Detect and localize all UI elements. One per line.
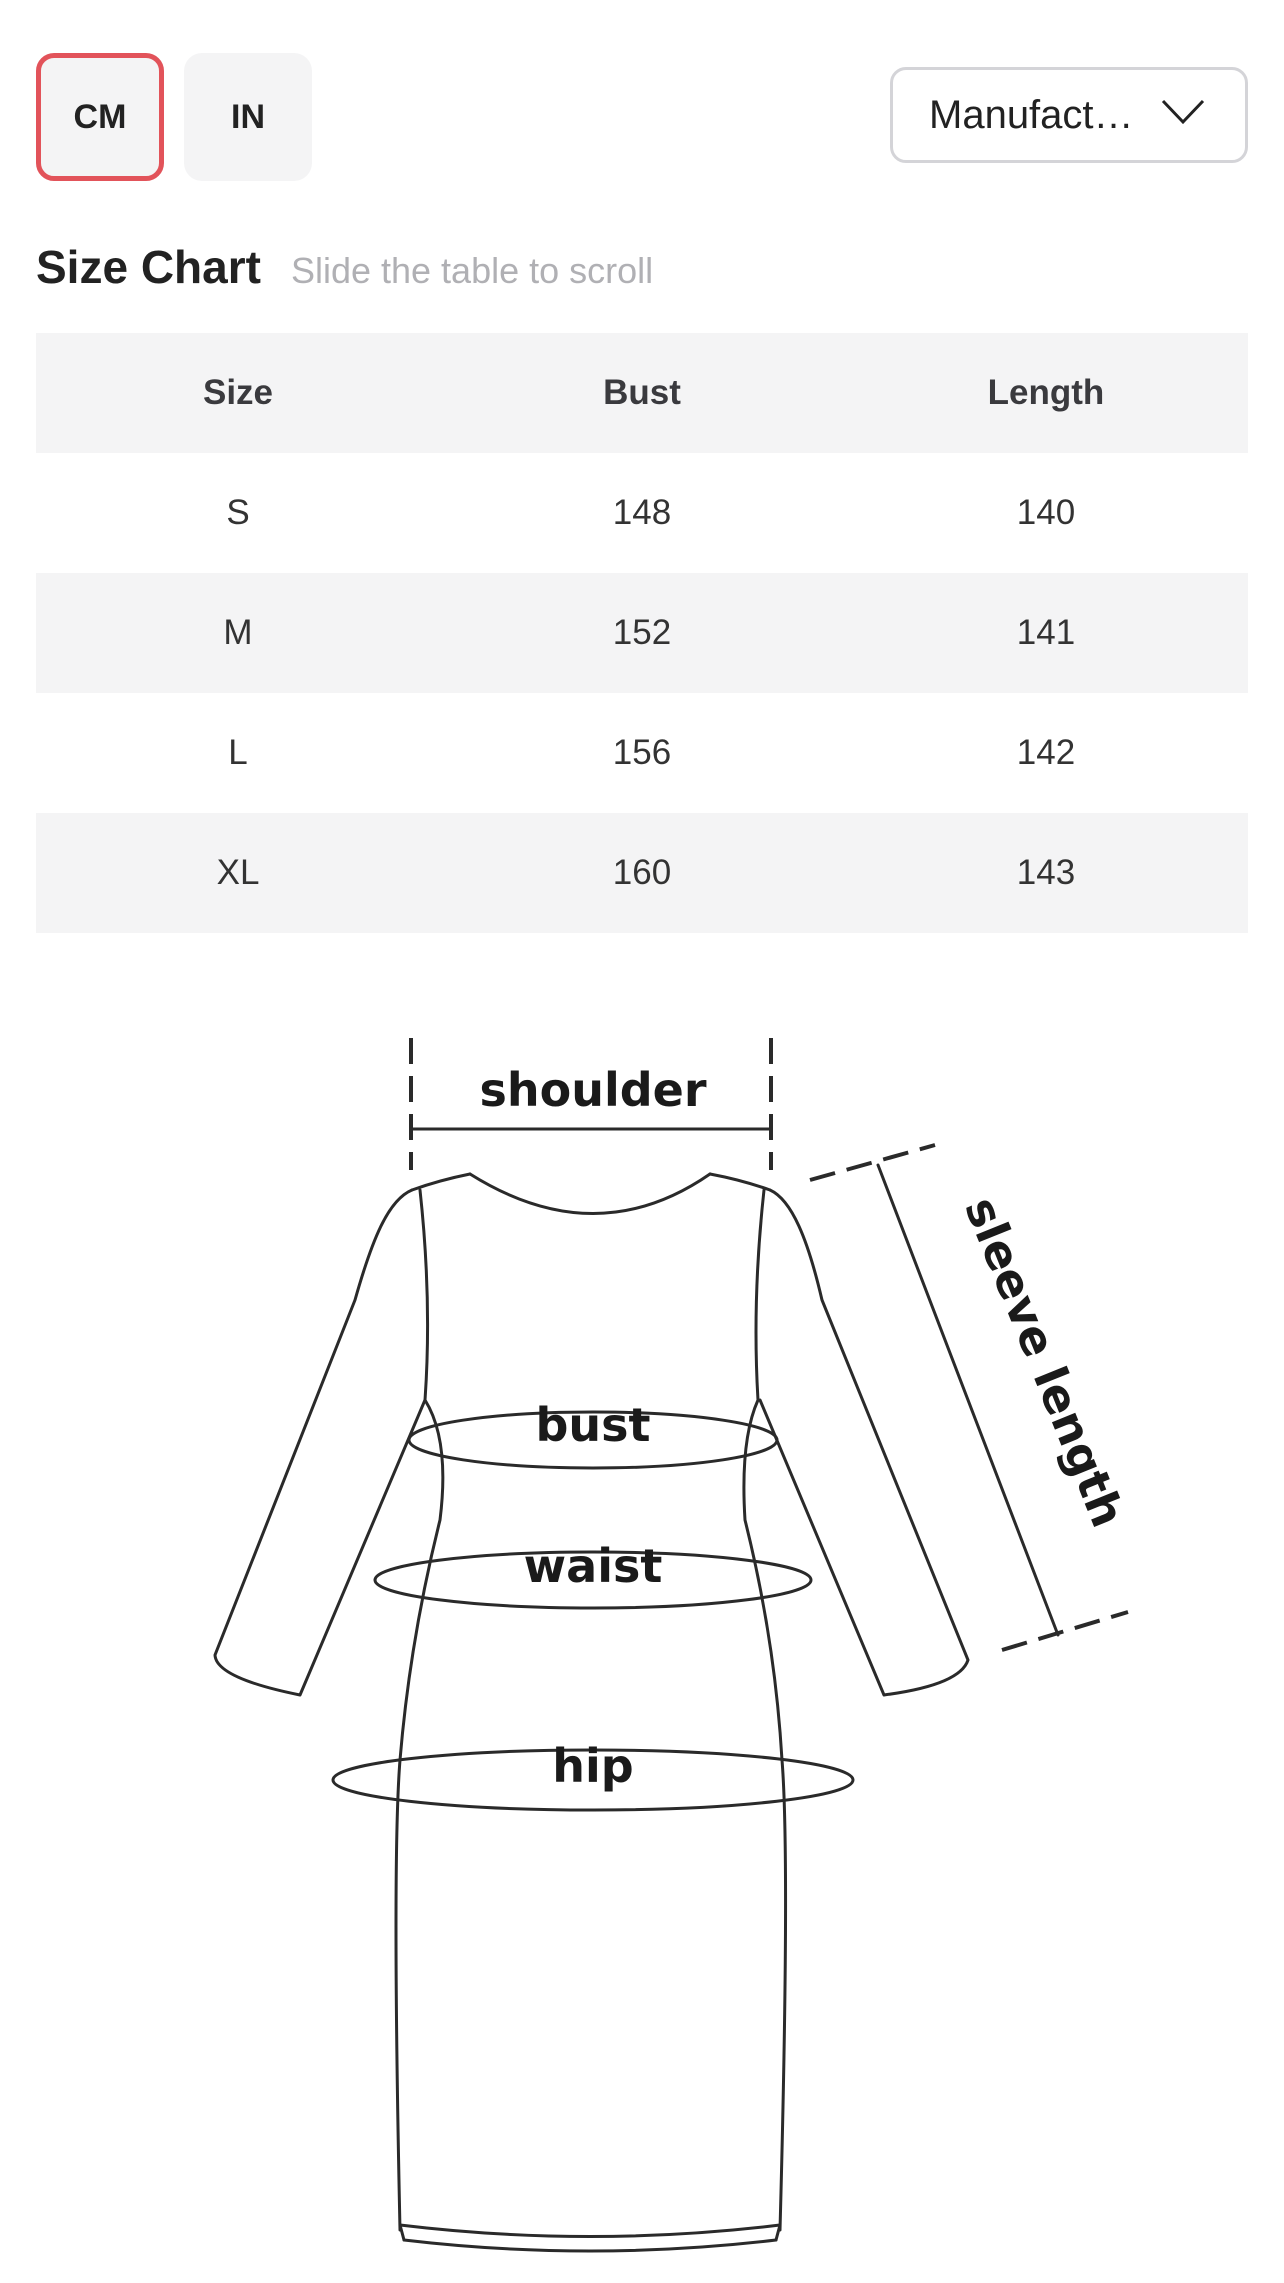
- header-bust: Bust: [603, 373, 681, 412]
- size-chart-header: [36, 240, 653, 294]
- unit-in-button[interactable]: [184, 53, 312, 181]
- cell-bust: 152: [612, 613, 672, 652]
- table-row: [36, 813, 1248, 933]
- bust-label: bust: [535, 1398, 651, 1452]
- unit-cm-label: CM: [73, 97, 127, 136]
- cell-size: L: [228, 733, 248, 772]
- dress-measurement-diagram: [0, 1010, 1284, 2283]
- table-row: [36, 693, 1248, 813]
- shoulder-label: shoulder: [479, 1063, 707, 1117]
- cell-bust: 160: [612, 853, 672, 892]
- waist-label: waist: [523, 1539, 663, 1593]
- size-chart-title: Size Chart: [36, 241, 261, 293]
- chevron-down-icon: [1161, 98, 1205, 126]
- hip-label: hip: [552, 1739, 634, 1793]
- table-header-row: [36, 333, 1248, 453]
- cell-length: 142: [1016, 733, 1076, 772]
- cell-length: 143: [1016, 853, 1076, 892]
- table-row: [36, 453, 1248, 573]
- size-table[interactable]: [36, 333, 1248, 933]
- table-row: [36, 573, 1248, 693]
- cell-bust: 156: [612, 733, 672, 772]
- dress-outline: [215, 1174, 968, 2251]
- cell-size: S: [226, 493, 250, 532]
- cell-length: 140: [1016, 493, 1076, 532]
- cell-bust: 148: [612, 493, 672, 532]
- cell-size: M: [223, 613, 253, 652]
- cell-length: 141: [1016, 613, 1076, 652]
- header-length: Length: [987, 373, 1105, 412]
- scroll-hint: Slide the table to scroll: [290, 250, 654, 291]
- cell-size: XL: [216, 853, 260, 892]
- unit-cm-button[interactable]: [36, 53, 164, 181]
- dropdown-value: Manufact…: [929, 92, 1134, 137]
- sleeve-length-label: sleeve length: [954, 1189, 1136, 1535]
- size-standard-dropdown[interactable]: [890, 67, 1248, 163]
- header-size: Size: [202, 373, 274, 412]
- unit-in-label: IN: [231, 97, 265, 136]
